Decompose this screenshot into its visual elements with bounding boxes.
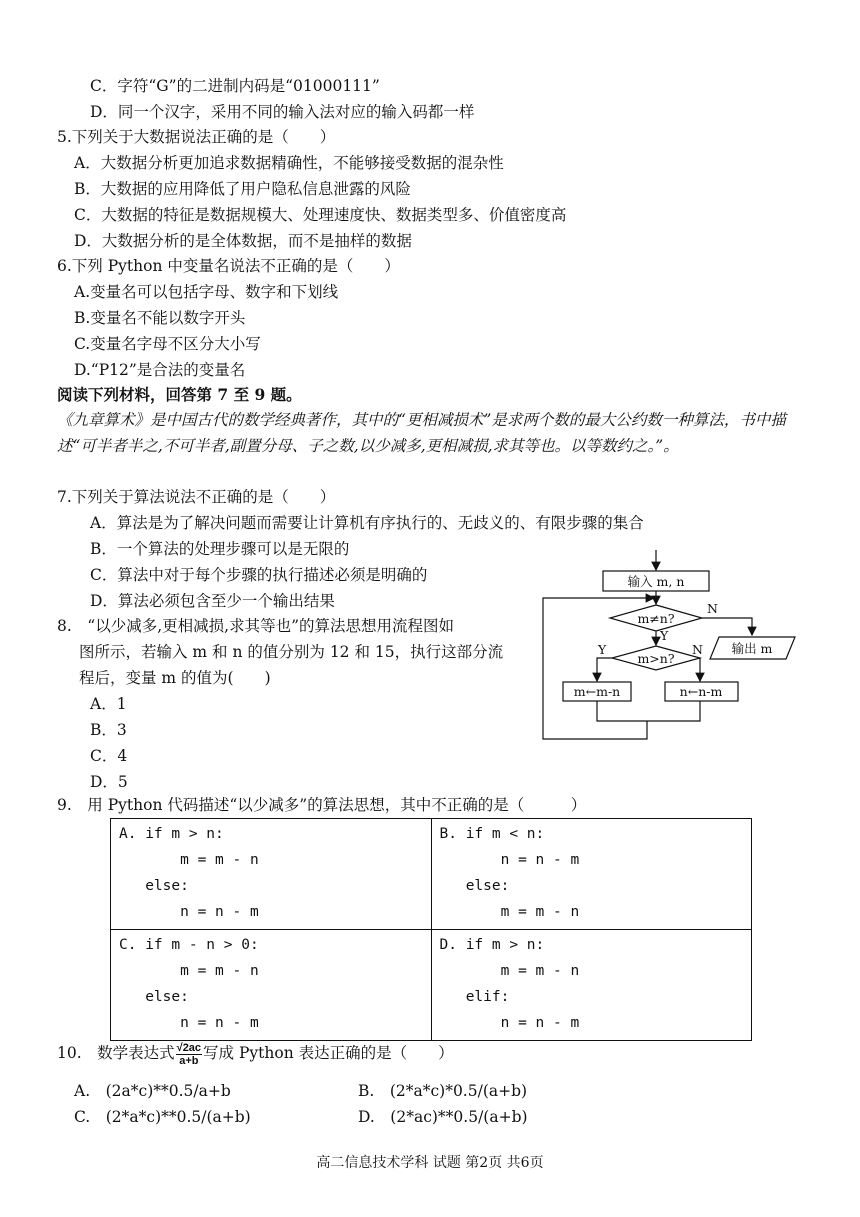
q9-stem: 9. 用 Python 代码描述“以少减多”的算法思想，其中不正确的是（ ） (57, 796, 587, 814)
q8-stem-line2: 图所示，若输入 m 和 n 的值分别为 12 和 15，执行这部分流 (79, 643, 504, 661)
code-line: n = n - m (439, 852, 580, 868)
q6-option-c: C.变量名字母不区分大小写 (74, 335, 261, 353)
flowchart-step-left: m←m-n (573, 684, 621, 699)
q8-option-b: B．3 (90, 721, 127, 739)
flowchart-cond1-text: m≠n? (637, 611, 675, 626)
q10-stem (57, 1040, 454, 1067)
code-line: B. if m < n: (439, 826, 545, 842)
q9-option-d (431, 930, 752, 1041)
q8-option-c: C．4 (90, 747, 128, 765)
q10-option-a: A. (2a*c)**0.5/a+b (74, 1082, 231, 1100)
q9-option-a (111, 819, 432, 930)
code-line: n = n - m (119, 904, 259, 920)
code-line: else: (119, 989, 189, 1005)
q6-option-b: B.变量名不能以数字开头 (74, 309, 246, 327)
fraction-denominator: a+b (179, 1054, 199, 1067)
code-line: m = m - n (439, 963, 580, 979)
flowchart-input-text: 输入 m, n (627, 574, 685, 589)
flowchart-output-text: 输出 m (731, 641, 773, 656)
q10-option-b: B. (2*a*c)*0.5/(a+b) (358, 1082, 528, 1100)
flowchart-cond2-text: m>n? (637, 651, 675, 666)
q5-option-c: C．大数据的特征是数据规模大、处理速度快、数据类型多、价值密度高 (74, 206, 567, 224)
q8-stem-line3: 程后，变量 m 的值为( ) (79, 669, 271, 687)
q4-option-d: D．同一个汉字，采用不同的输入法对应的输入码都一样 (90, 103, 475, 121)
flowchart-cond2-no: N (692, 642, 703, 657)
q8-stem-line1: 8. “以少减多,更相减损,求其等也”的算法思想用流程图如 (57, 617, 454, 635)
q10-stem-pre: 10. 数学表达式 (57, 1044, 175, 1062)
reading-passage: 《九章算术》是中国古代的数学经典著作，其中的“更相减损术”是求两个数的最大公约数一种算法，书中描述“可半者半之,不可半者,副置分母、子之数,以少减多,更相减损,求其等也。以等数约之。”。 (57, 411, 786, 455)
q6-stem: 6.下列 Python 中变量名说法不正确的是（ ） (57, 257, 400, 275)
page-footer: 高二信息技术学科 试题 第2页 共6页 (316, 1155, 544, 1171)
q9-option-c (111, 930, 432, 1041)
q7-option-d: D．算法必须包含至少一个输出结果 (90, 592, 335, 610)
code-line: else: (119, 878, 189, 894)
flowchart (535, 545, 805, 745)
q9-option-b (431, 819, 752, 930)
q10-option-d: D. (2*ac)**0.5/(a+b) (358, 1108, 528, 1126)
q10-option-c: C. (2*a*c)**0.5/(a+b) (74, 1108, 251, 1126)
code-line: C. if m - n > 0: (119, 937, 259, 953)
flowchart-step-right: n←n-m (679, 684, 723, 699)
code-line: D. if m > n: (439, 937, 545, 953)
fraction-numerator: √2ac (176, 1041, 202, 1054)
code-line: n = n - m (439, 1015, 580, 1031)
q10-stem-post: 写成 Python 表达正确的是（ ） (203, 1044, 454, 1062)
q5-option-a: A．大数据分析更加追求数据精确性，不能够接受数据的混杂性 (74, 154, 504, 172)
q6-option-a: A.变量名可以包括字母、数字和下划线 (74, 283, 339, 301)
q5-option-b: B．大数据的应用降低了用户隐私信息泄露的风险 (74, 180, 411, 198)
code-line: n = n - m (119, 1015, 259, 1031)
code-line: elif: (439, 989, 510, 1005)
q7-option-c: C．算法中对于每个步骤的执行描述必须是明确的 (90, 566, 428, 584)
flowchart-cond2-yes: Y (598, 642, 607, 657)
q5-stem: 5.下列关于大数据说法正确的是（ ） (57, 128, 336, 146)
code-line: m = m - n (439, 904, 580, 920)
q6-option-d: D.“P12”是合法的变量名 (74, 361, 246, 379)
reading-heading: 阅读下列材料，回答第 7 至 9 题。 (57, 385, 302, 404)
code-line: A. if m > n: (119, 826, 224, 842)
q8-option-a: A．1 (90, 695, 127, 713)
flowchart-cond1-no: N (707, 601, 718, 616)
q7-option-a: A．算法是为了解决问题而需要让计算机有序执行的、无歧义的、有限步骤的集合 (90, 514, 644, 532)
code-line: m = m - n (119, 852, 259, 868)
flowchart-cond1-yes: Y (660, 628, 669, 643)
q8-option-d: D．5 (90, 773, 128, 791)
code-line: m = m - n (119, 963, 259, 979)
q7-option-b: B．一个算法的处理步骤可以是无限的 (90, 540, 350, 558)
q5-option-d: D．大数据分析的是全体数据，而不是抽样的数据 (74, 232, 412, 250)
q9-code-table (110, 818, 752, 1041)
q7-stem: 7.下列关于算法说法不正确的是（ ） (57, 488, 336, 506)
math-fraction (176, 1042, 202, 1067)
code-line: else: (439, 878, 510, 894)
q4-option-c: C．字符“G”的二进制内码是“01000111” (90, 77, 380, 95)
